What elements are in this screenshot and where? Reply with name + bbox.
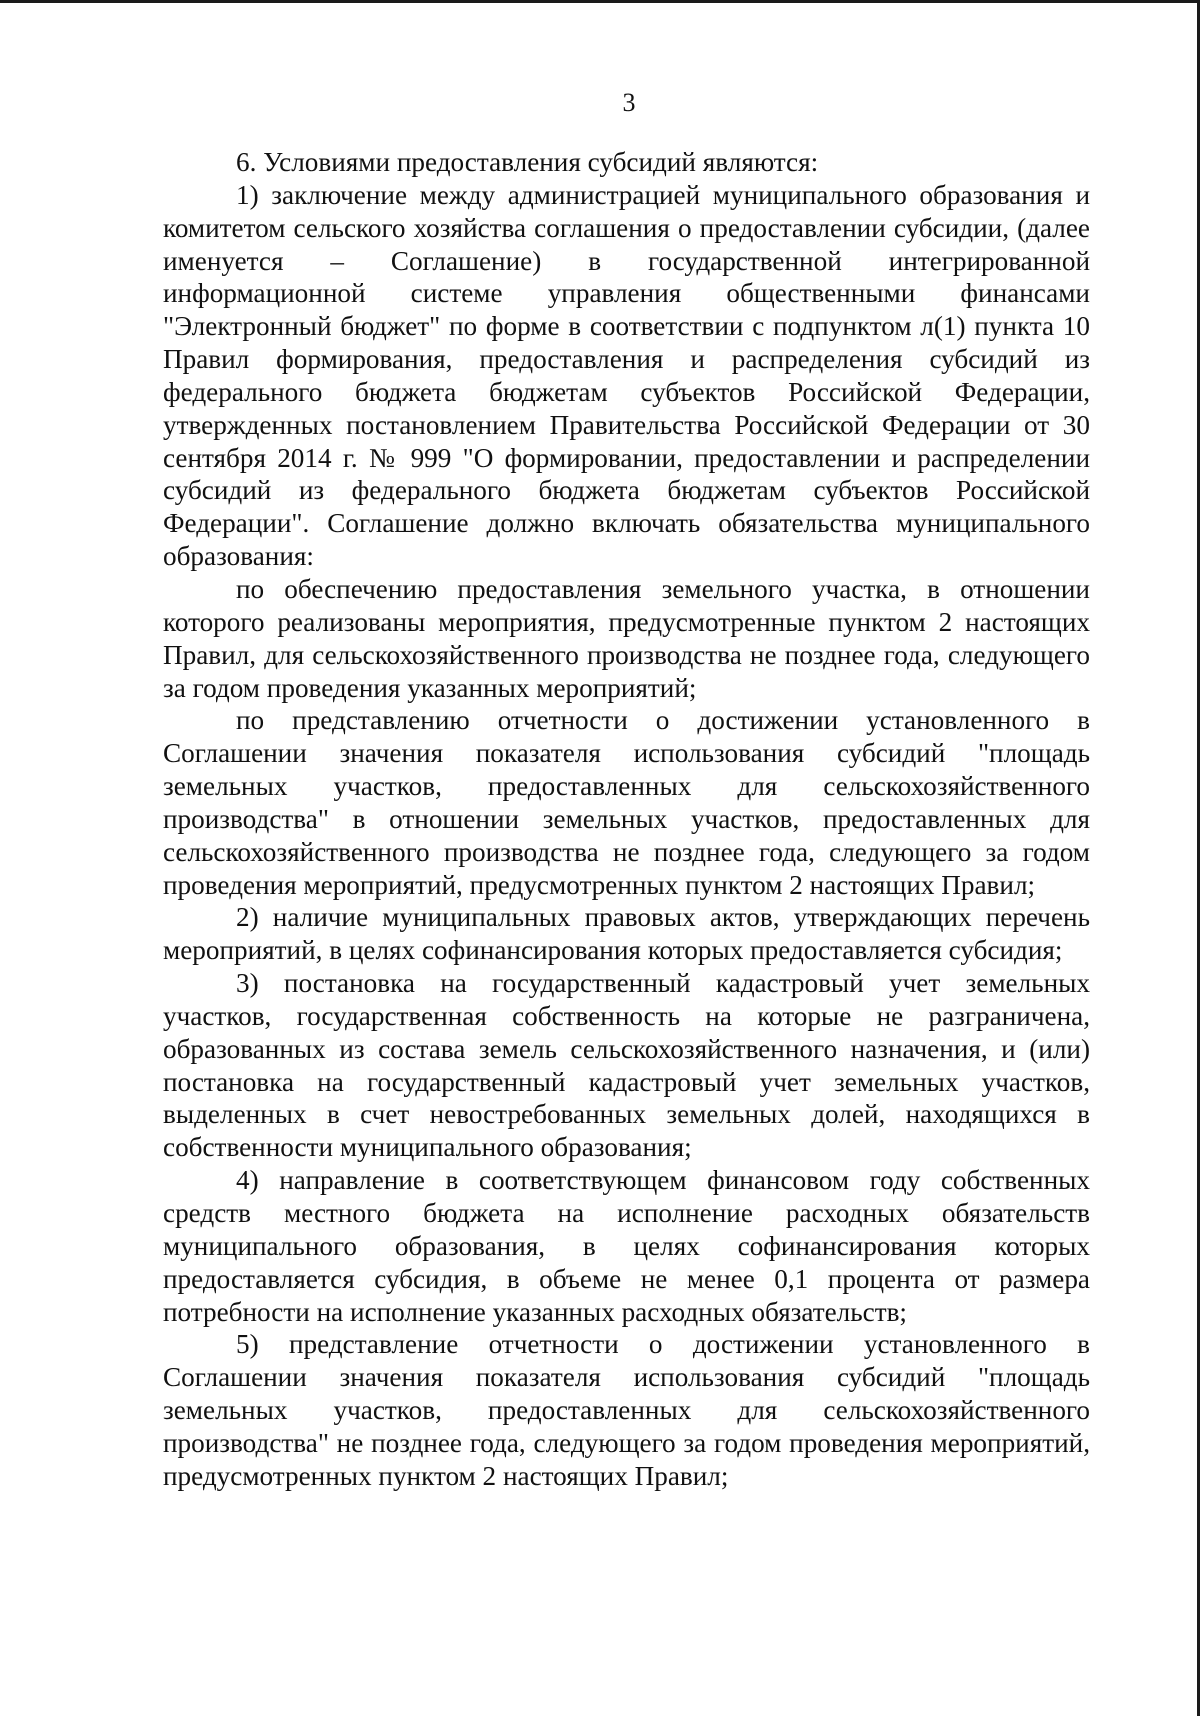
scan-border-top [0, 0, 1200, 3]
paragraph-condition-1-agreement: 1) заключение между администрацией муниципального образования и комитетом сельского хозяйства соглашения о предоставлении субсидии, (далее именуется – Соглашение) в государственной интегрированной информационной системе управления общественными финансами "Электронный бюджет" по форме в соответствии с подпунктом л(1) пункта 10 Правил формирования, предоставления и распределения субсидий из федерального бюджета бюджетам субъектов Российской Федерации, утвержденных постановлением Правительства Российской Федерации от 30 сентября 2014 г. № 999 "О формировании, предоставлении и распределении субсидий из федерального бюджета бюджетам субъектов Российской Федерации". Соглашение должно включать обязательства муниципального образования: [163, 179, 1090, 572]
paragraph-condition-3-cadastral-registration: 3) постановка на государственный кадастровый учет земельных участков, государственная собственность на которые не разграничена, образованных из состава земель сельскохозяйственного назначения, и (или) постановка на государственный кадастровый учет земельных участков, выделенных в счет невостребованных земельных долей, находящихся в собственности муниципального образования; [163, 968, 1090, 1163]
paragraph-condition-5-reporting: 5) представление отчетности о достижении установленного в Соглашении значения показателя использования субсидий "площадь земельных участков, предоставленных для сельскохозяйственного производства" не позднее года, следующего за годом проведения мероприятий, предусмотренных пунктом 2 настоящих Правил; [163, 1329, 1090, 1491]
paragraph-subsidy-conditions-heading: 6. Условиями предоставления субсидий являются: [236, 147, 819, 177]
document-body [163, 146, 1090, 1493]
paragraph-obligation-land-provision: по обеспечению предоставления земельного участка, в отношении которого реализованы мероприятия, предусмотренные пунктом 2 настоящих Правил, для сельскохозяйственного производства не позднее года, следующего за годом проведения указанных мероприятий; [163, 573, 1090, 703]
paragraph-obligation-reporting: по представлению отчетности о достижении установленного в Соглашении значения показателя использования субсидий "площадь земельных участков, предоставленных для сельскохозяйственного производства" в отношении земельных участков, предоставленных для сельскохозяйственного производства не позднее года, следующего за годом проведения мероприятий, предусмотренных пунктом 2 настоящих Правил; [163, 705, 1090, 900]
paragraph-condition-4-local-budget-funds: 4) направление в соответствующем финансовом году собственных средств местного бюджета на исполнение расходных обязательств муниципального образования, в целях софинансирования которых предоставляется субсидия, в объеме не менее 0,1 процента от размера потребности на исполнение указанных расходных обязательств; [163, 1165, 1090, 1327]
page-number: 3 [622, 88, 636, 117]
paragraph-condition-2-legal-acts: 2) наличие муниципальных правовых актов, утверждающих перечень мероприятий, в целях софинансирования которых предоставляется субсидия; [163, 902, 1090, 966]
